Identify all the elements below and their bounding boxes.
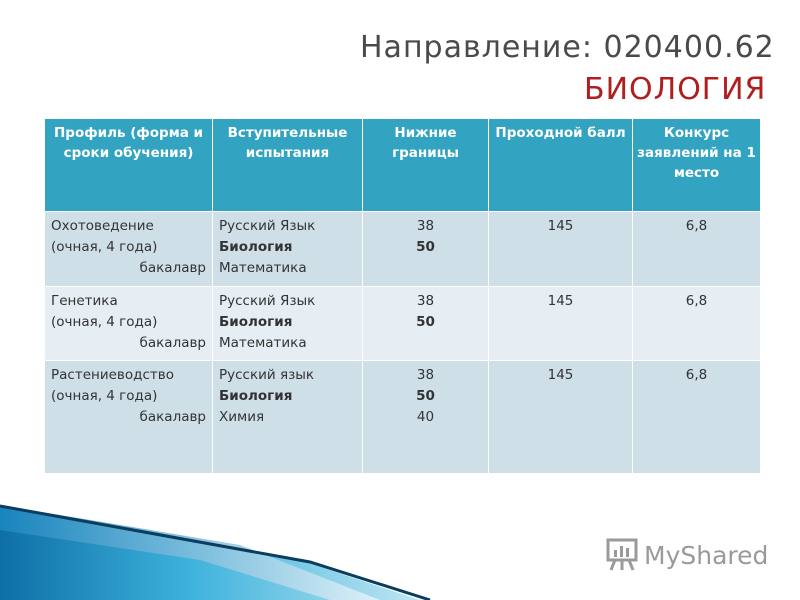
exams-cell xyxy=(213,212,363,287)
profile-cell xyxy=(45,361,213,474)
exam-item: Биология xyxy=(219,388,293,404)
profile-degree: бакалавр xyxy=(139,335,206,351)
min-score: 38 xyxy=(416,293,435,309)
exams-cell xyxy=(213,361,363,474)
exam-item: Химия xyxy=(219,409,265,425)
header-profile: Профиль (форма и сроки обучения) xyxy=(45,119,213,212)
competition-cell: 6,8 xyxy=(633,212,761,287)
exam-item: Математика xyxy=(219,335,307,351)
profile-name: Генетика xyxy=(51,293,118,309)
profile-degree: бакалавр xyxy=(139,260,206,276)
watermark-text: MyShared xyxy=(644,540,769,570)
passing-score-cell: 145 xyxy=(489,287,633,361)
min-score: 50 xyxy=(416,239,435,255)
profile-cell xyxy=(45,287,213,361)
table-row xyxy=(45,361,761,474)
exam-item: Русский Язык xyxy=(219,218,316,234)
profile-form: (очная, 4 года) xyxy=(51,239,158,255)
profile-name: Растениеводство xyxy=(51,367,174,383)
min-score: 40 xyxy=(416,409,435,425)
presentation-board-icon xyxy=(606,538,638,572)
exam-item: Русский язык xyxy=(219,367,315,383)
profile-form: (очная, 4 года) xyxy=(51,388,158,404)
exam-item: Математика xyxy=(219,260,307,276)
profile-name: Охотоведение xyxy=(51,218,154,234)
header-passing-score: Проходной балл xyxy=(489,119,633,212)
exam-item: Русский Язык xyxy=(219,293,316,309)
min-scores-cell xyxy=(363,361,489,474)
header-competition: Конкурс заявлений на 1 место xyxy=(633,119,761,212)
watermark xyxy=(606,537,768,573)
slide-title: Направление: 020400.62 xyxy=(360,30,775,65)
table-header-row xyxy=(45,119,761,212)
passing-score-cell: 145 xyxy=(489,361,633,474)
profile-degree: бакалавр xyxy=(139,409,206,425)
admission-table xyxy=(44,118,761,474)
table-row xyxy=(45,212,761,287)
min-score: 38 xyxy=(416,367,435,383)
competition-cell: 6,8 xyxy=(633,361,761,474)
competition-cell: 6,8 xyxy=(633,287,761,361)
exam-item: Биология xyxy=(219,314,293,330)
header-min-scores: Нижние границы xyxy=(363,119,489,212)
min-score: 50 xyxy=(416,314,435,330)
table-row xyxy=(45,287,761,361)
min-scores-cell xyxy=(363,212,489,287)
min-scores-cell xyxy=(363,287,489,361)
profile-form: (очная, 4 года) xyxy=(51,314,158,330)
min-score: 38 xyxy=(416,218,435,234)
exam-item: Биология xyxy=(219,239,293,255)
passing-score-cell: 145 xyxy=(489,212,633,287)
exams-cell xyxy=(213,287,363,361)
min-score: 50 xyxy=(416,388,435,404)
slide-subtitle: БИОЛОГИЯ xyxy=(584,72,767,107)
header-exams: Вступительные испытания xyxy=(213,119,363,212)
profile-cell xyxy=(45,212,213,287)
